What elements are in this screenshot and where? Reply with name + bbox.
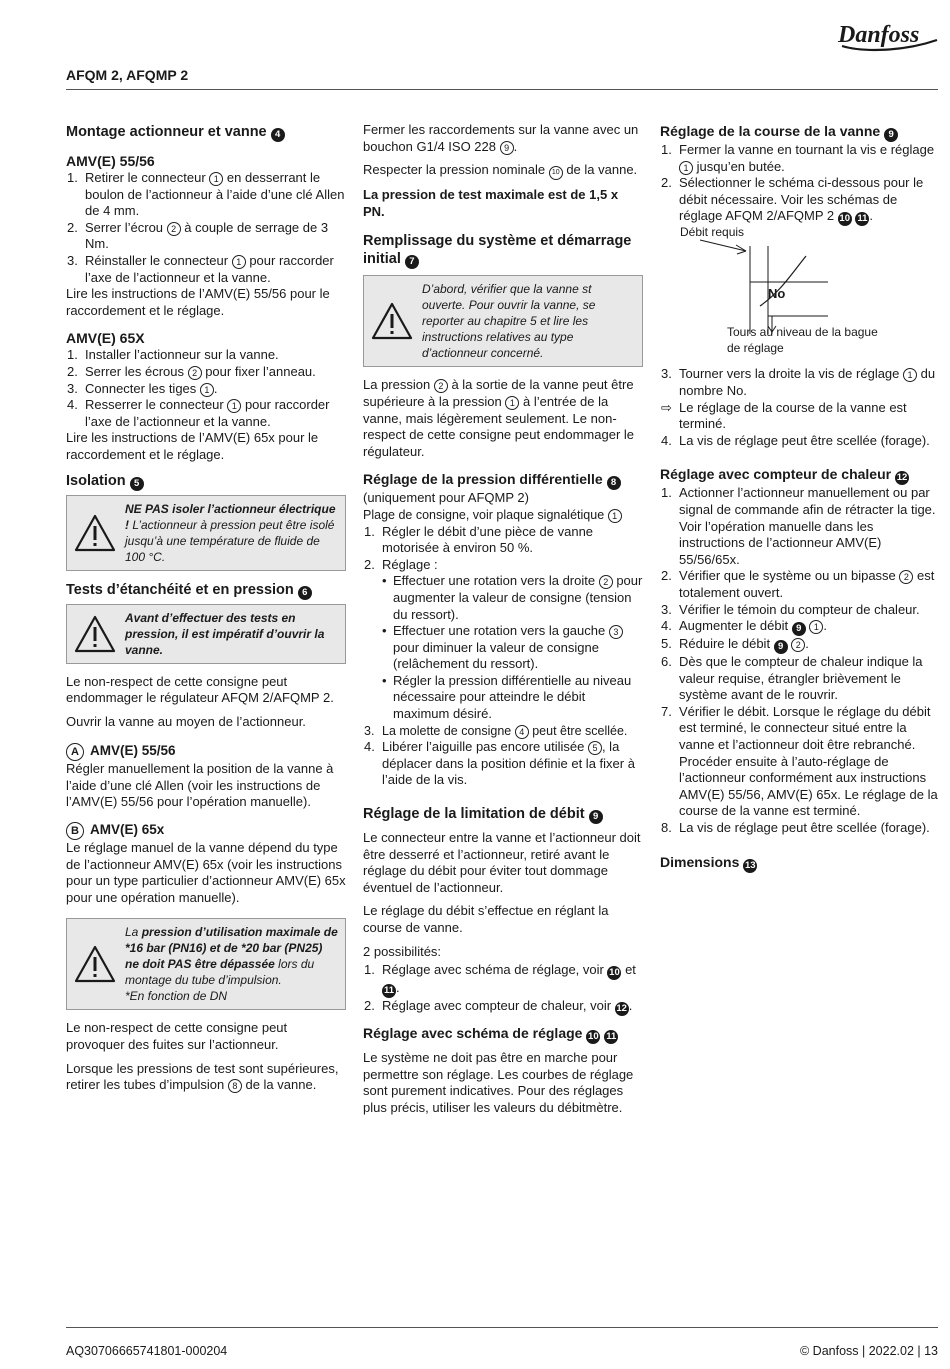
list-item: 4. Augmenter le débit 9 1 . xyxy=(661,618,827,635)
note: Lire les instructions de l’AMV(E) 65x pour le raccordement et le réglage. xyxy=(66,430,319,462)
list-item: 2. Réglage : xyxy=(364,556,438,572)
paragraph: Le non-respect de cette consigne peut endommager le régulateur AFQM 2/AFQMP 2. xyxy=(66,673,334,706)
subtitle: (uniquement pour AFQMP 2) xyxy=(363,490,529,506)
paragraph: Respecter la pression nominale 10 de la vanne. xyxy=(363,162,643,180)
paragraph: Fermer les raccordements sur la vanne avec un bouchon G1/4 ISO 228 9 . xyxy=(363,122,639,154)
letter-a-icon: A xyxy=(66,743,84,761)
steps-list xyxy=(363,962,643,1016)
paragraph: Le connecteur entre la vanne et l’actionneur doit être desserré et l’actionneur, retiré avant le réglage du débit pour éviter tout dommage éventuel de l’actionneur. xyxy=(363,830,641,895)
steps-list xyxy=(66,347,346,430)
list-item: 1. Régler le débit d’une pièce de vanne motorisée à environ 50 %. xyxy=(364,523,594,556)
paragraph: Ouvrir la vanne au moyen de l’actionneur. xyxy=(66,713,306,729)
paragraph: La pression 2 à la sortie de la vanne peut être supérieure à la pression 1 à l’entrée de la vanne, mais légèrement seulement. Le non-respect de cette consigne peut endommager le régulateur. xyxy=(363,377,635,459)
diagram-label-flow: Débit requis xyxy=(680,225,745,240)
list-item: 3. La molette de consigne 4 peut être scellée. xyxy=(364,723,628,738)
list-item: 8. La vis de réglage peut être scellée (forage). xyxy=(661,820,930,836)
steps-list xyxy=(66,170,346,286)
section-title: Réglage de la course de la vanne 9 xyxy=(660,122,940,142)
page-copyright: © Danfoss | 2022.02 | 13 xyxy=(799,1344,938,1358)
list-item: 7. Vérifier le débit. Lorsque le réglage du débit est terminé, le connecteur situé entre la vanne et l’actionneur doit être rebranché. Procéder ensuite à l’auto-réglage de l’actionneur conformément aux instructions AMV(E) 55/56, AMV(E) 65x. Le réglage de la course de la vanne est terminé. xyxy=(661,703,938,819)
header-rule xyxy=(66,89,938,90)
stroke-setting-diagram xyxy=(660,226,940,366)
note: Lire les instructions de l’AMV(E) 55/56 pour le raccordement et le réglage. xyxy=(66,286,330,318)
section-title: Isolation 5 xyxy=(66,472,346,491)
list-item: 1. Réglage avec schéma de réglage, voir 10 et 11 . xyxy=(364,962,636,997)
subsection-title: B AMV(E) 65x xyxy=(66,821,346,840)
steps-list xyxy=(660,485,940,836)
paragraph: Le réglage manuel de la vanne dépend du type de l’actionneur AMV(E) 65x (voir les instructions pour un type particulier d’actionneur AMV(E) 65x pour une opération manuelle). xyxy=(66,840,346,905)
document-code: AQ30706665741801-000204 xyxy=(66,1344,228,1358)
paragraph: Le système ne doit pas être en marche pour permettre son réglage. Les courbes de réglage sont purement indicatives. Pour des réglages plus précis, utiliser les valeurs du débitmètre. xyxy=(363,1050,634,1115)
footer-rule xyxy=(66,1327,938,1328)
list-item: 1. Fermer la vanne en tournant la vis e réglage 1 jusqu’en butée. xyxy=(661,142,935,174)
list-item: 3. Vérifier le témoin du compteur de chaleur. xyxy=(661,601,920,617)
paragraph: 2 possibilités: xyxy=(363,943,442,959)
list-item: 2. Réglage avec compteur de chaleur, voir 12 . xyxy=(364,998,633,1015)
list-item: 4. Resserrer le connecteur 1 pour raccorder l’axe de l’actionneur et la vanne. xyxy=(67,397,330,429)
list-item: 6. Dès que le compteur de chaleur indique la valeur requise, étrangler brièvement le système avant de le rouvrir. xyxy=(661,654,923,703)
bullet-item: • Régler la pression différentielle au niveau nécessaire pour atteindre le débit maximum désiré. xyxy=(382,672,632,722)
list-item: 3. Réinstaller le connecteur 1 pour raccorder l’axe de l’actionneur et la vanne. xyxy=(67,252,334,285)
column-1 xyxy=(66,120,346,1101)
column-2 xyxy=(363,122,643,1124)
warning-icon xyxy=(73,513,117,553)
list-item: 1. Installer l’actionneur sur la vanne. xyxy=(67,347,279,363)
steps-list xyxy=(660,142,940,226)
warning-box: NE PAS isoler l’actionneur électrique ! L’actionneur à pression peut être isolé jusqu’à une température de fluide de 100 °C. xyxy=(66,495,346,571)
list-item: 2. Serrer l’écrou 2 à couple de serrage de 3 Nm. xyxy=(67,219,329,252)
arrow-right-icon: ⇨ xyxy=(661,399,672,415)
subsection-title: AMV(E) 55/56 xyxy=(66,153,155,169)
section-title: Tests d’étanchéité et en pression 6 xyxy=(66,581,346,600)
list-item: ⇨ Le réglage de la course de la vanne est terminé. xyxy=(661,399,907,432)
warning-box: Avant d’effectuer des tests en pression, il est impératif d’ouvrir la vanne. xyxy=(66,604,346,664)
section-title: Réglage de la limitation de débit 9 xyxy=(363,805,643,824)
bullet-item: • Effectuer une rotation vers la gauche 3 pour diminuer la valeur de consigne (relâchement du ressort). xyxy=(363,623,643,673)
list-item: 4. La vis de réglage peut être scellée (forage). xyxy=(661,432,930,448)
small-note: Plage de consigne, voir plaque signalétique 1 xyxy=(363,507,643,524)
list-item: 1. Retirer le connecteur 1 en desserrant le boulon de l’actionneur à l’aide d’une clé Allen de 4 mm. xyxy=(67,170,345,219)
paragraph: Le réglage du débit s’effectue en réglant la course de vanne. xyxy=(363,903,609,935)
list-item: 2. Serrer les écrous 2 pour fixer l’anneau. xyxy=(67,363,316,379)
letter-b-icon: B xyxy=(66,822,84,840)
column-3 xyxy=(660,122,940,873)
diagram-label-no: No xyxy=(768,286,786,302)
warning-icon xyxy=(370,301,414,341)
paragraph: La pression de test maximale est de 1,5 x PN. xyxy=(363,187,619,219)
warning-box: La pression d’utilisation maximale de *16 bar (PN16) et de *20 bar (PN25) ne doit PAS être dépassée lors du montage du tube d’impulsion. *En fonction de DN xyxy=(66,918,346,1010)
steps-list xyxy=(660,366,940,449)
section-title: Réglage de la pression différentielle 8 xyxy=(363,470,643,490)
steps-list xyxy=(363,524,643,574)
danfoss-logo xyxy=(832,16,942,56)
list-item: 2. Sélectionner le schéma ci-dessous pour le débit nécessaire. Voir les schémas de réglage AFQM 2/AFQMP 2 10 11 . xyxy=(661,175,924,225)
paragraph: Le non-respect de cette consigne peut provoquer des fuites sur l’actionneur. xyxy=(66,1020,288,1053)
section-title: Réglage avec compteur de chaleur 12 xyxy=(660,466,908,484)
bullet-item: • Effectuer une rotation vers la droite 2 pour augmenter la valeur de consigne (tension du ressort). xyxy=(382,573,643,622)
diagram-label-turns: Tours au niveau de la bague de réglage xyxy=(727,325,878,356)
paragraph: Lorsque les pressions de test sont supérieures, retirer les tubes d’impulsion 8 de la vanne. xyxy=(66,1060,339,1093)
list-item: 5. Réduire le débit 9 2 . xyxy=(661,636,809,653)
list-item: 3. Tourner vers la droite la vis de réglage 1 du nombre No. xyxy=(661,366,936,398)
svg-text:Danfoss: Danfoss xyxy=(838,22,920,48)
warning-icon xyxy=(73,614,117,654)
subsection-title: AMV(E) 65X xyxy=(66,330,145,347)
subsection-title: A AMV(E) 55/56 xyxy=(66,742,346,761)
document-title: AFQM 2, AFQMP 2 xyxy=(66,67,189,83)
list-item: 1. Actionner l’actionneur manuellement ou par signal de commande afin de rétracter la tige. Voir l’opération manuelle dans les instructions de l’actionneur AMV(E) 55/56/65x. xyxy=(661,485,936,567)
section-title: Montage actionneur et vanne 4 xyxy=(66,123,346,142)
list-item: 2. Vérifier que le système ou un bipasse 2 est totalement ouvert. xyxy=(661,568,935,600)
warning-icon xyxy=(73,944,117,984)
section-title: Remplissage du système et démarrage initial 7 xyxy=(363,233,632,268)
list-item: 3. Connecter les tiges 1 . xyxy=(67,380,218,396)
warning-box: D’abord, vérifier que la vanne st ouverte. Pour ouvrir la vanne, se reporter au chapitre 5 et lire les instructions relatives au type d’actionneur concerné. xyxy=(363,275,643,367)
list-item: 4. Libérer l’aiguille pas encore utilisée 5 , la déplacer dans la position définie et la fixer à l’aide de la vis. xyxy=(364,739,635,788)
steps-list xyxy=(363,723,643,789)
section-title: Réglage avec schéma de réglage 10 11 xyxy=(363,1025,617,1043)
section-title: Dimensions 13 xyxy=(660,853,756,871)
paragraph: Régler manuellement la position de la vanne à l’aide d’une clé Allen (voir les instructions de l’AMV(E) 55/56 pour l’opération manuelle). xyxy=(66,761,334,810)
